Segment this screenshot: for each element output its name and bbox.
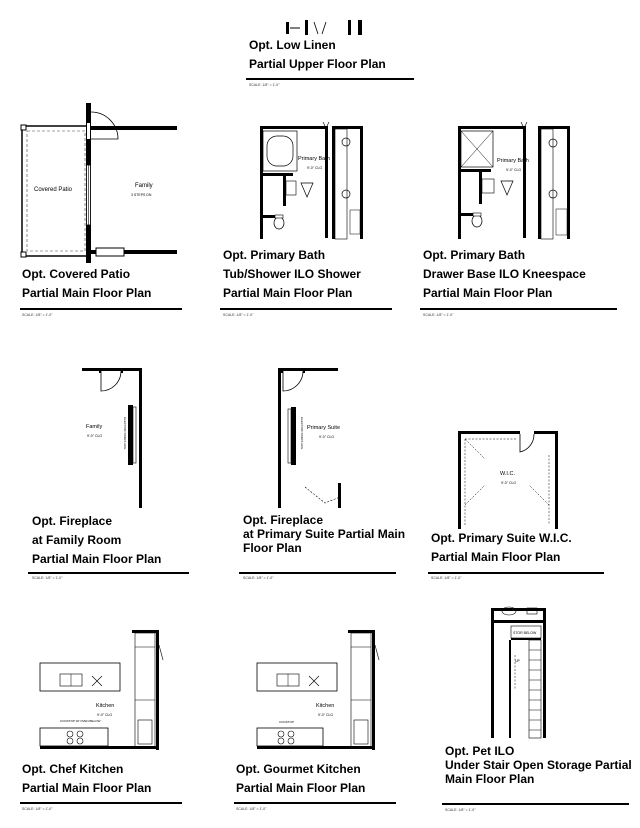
- plan-chef-kitchen: [0, 600, 215, 828]
- plan-pet-ilo: [425, 600, 640, 828]
- room-label: Primary Bath: [298, 156, 330, 162]
- caption-rule: [220, 308, 392, 310]
- caption-line: at Primary Suite Partial Main: [243, 527, 406, 541]
- plan-gourmet-kitchen: [215, 600, 425, 828]
- covered-patio-drawing: [0, 95, 210, 275]
- drawer-base-title: [423, 246, 586, 303]
- caption-line: Partial Main Floor Plan: [22, 781, 152, 795]
- room-label: 9'-0" CLG: [319, 435, 335, 439]
- room-label: Covered Patio: [34, 187, 73, 193]
- scale-note: SCALE: 1/8" = 1'-0": [22, 807, 53, 811]
- caption-rule: [20, 802, 182, 804]
- caption-line: Partial Main Floor Plan: [431, 550, 561, 564]
- caption-rule: [246, 78, 414, 80]
- caption-line: Opt. Fireplace: [243, 513, 324, 527]
- scale-note: SCALE: 1/8" = 1'-0": [223, 313, 254, 317]
- caption-rule: [420, 308, 617, 310]
- scale-note: SCALE: 1/8" = 1'-0": [431, 576, 462, 580]
- covered-patio-title: [22, 265, 151, 303]
- caption-line: Opt. Primary Bath: [223, 248, 326, 262]
- gourmet-kitchen-drawing: [215, 600, 425, 760]
- room-label: 9'-0" CLG: [87, 434, 103, 438]
- room-label: Primary Bath: [497, 158, 529, 164]
- gourmet-kitchen-title: [236, 760, 365, 798]
- room-label: 9'-0" CLG: [501, 481, 517, 485]
- plan-drawer-base: [415, 95, 640, 330]
- scale-note: SCALE: 1/8" = 1'-0": [249, 83, 280, 87]
- caption-line: Opt. Low Linen: [249, 38, 336, 52]
- caption-line: Partial Main Floor Plan: [423, 286, 553, 300]
- caption-line: Partial Main Floor Plan: [236, 781, 366, 795]
- plan-fireplace-suite: [215, 355, 425, 590]
- caption-rule: [428, 572, 604, 574]
- caption-rule: [20, 308, 182, 310]
- room-label: COOKTOP: [279, 720, 294, 724]
- caption-line: Floor Plan: [243, 541, 302, 555]
- caption-line: at Family Room: [32, 533, 122, 547]
- scale-note: SCALE: 1/8" = 1'-0": [22, 313, 53, 317]
- plan-low-linen: [0, 0, 640, 95]
- caption-line: Opt. Primary Suite W.I.C.: [431, 531, 572, 545]
- room-label: ELECTRIC FIREPLACE: [300, 417, 304, 450]
- caption-line: Opt. Covered Patio: [22, 267, 131, 281]
- room-label: COOKTOP W/ OVEN BELOW: [60, 719, 101, 723]
- caption-rule: [239, 572, 396, 574]
- room-label: UP: [515, 659, 520, 663]
- room-label: Kitchen: [316, 703, 335, 709]
- caption-line: Partial Main Floor Plan: [32, 552, 162, 566]
- scale-note: SCALE: 1/8" = 1'-0": [445, 808, 476, 812]
- fireplace-family-drawing: [0, 355, 215, 515]
- room-label: Family: [86, 424, 103, 430]
- room-label: 3 STEPS DN: [131, 193, 152, 197]
- room-label: ELECTRIC FIREPLACE: [123, 417, 127, 450]
- caption-rule: [234, 802, 396, 804]
- plan-covered-patio: [0, 95, 210, 330]
- room-label: STOR BELOW: [513, 631, 537, 635]
- caption-line: Partial Main Floor Plan: [223, 286, 353, 300]
- low-linen-title: [249, 36, 386, 74]
- tub-shower-title: [223, 246, 361, 303]
- room-label: Kitchen: [96, 703, 115, 709]
- plan-suite-wic: [425, 355, 640, 590]
- chef-kitchen-title: [22, 760, 151, 798]
- scale-note: SCALE: 1/8" = 1'-0": [243, 576, 274, 580]
- caption-line: Tub/Shower ILO Shower: [223, 267, 361, 281]
- caption-line: Under Stair Open Storage Partial: [445, 758, 632, 772]
- caption-rule: [28, 572, 189, 574]
- caption-line: Partial Main Floor Plan: [22, 286, 152, 300]
- caption-line: Opt. Chef Kitchen: [22, 762, 124, 776]
- room-label: 9'-0" CLG: [318, 713, 334, 717]
- suite-wic-drawing: [425, 355, 640, 535]
- drawer-base-drawing: [415, 95, 640, 255]
- chef-kitchen-drawing: [0, 600, 215, 760]
- caption-rule: [442, 803, 629, 805]
- plan-tub-shower: [215, 95, 420, 330]
- caption-line: Opt. Pet ILO: [445, 744, 515, 758]
- room-label: 9'-0" CLG: [97, 713, 113, 717]
- pet-ilo-drawing: [425, 600, 640, 745]
- fireplace-family-title: [32, 512, 161, 569]
- scale-note: SCALE: 1/8" = 1'-0": [423, 313, 454, 317]
- room-label: W.I.C.: [500, 471, 515, 477]
- scale-note: SCALE: 1/8" = 1'-0": [236, 807, 267, 811]
- room-label: 9'-0" CLG: [506, 168, 522, 172]
- caption-line: Partial Upper Floor Plan: [249, 57, 386, 71]
- caption-line: Opt. Primary Bath: [423, 248, 526, 262]
- room-label: Primary Suite: [307, 425, 341, 431]
- suite-wic-title: [431, 529, 572, 567]
- fireplace-suite-title: [243, 513, 405, 555]
- room-label: Family: [135, 183, 153, 189]
- plan-fireplace-family: [0, 355, 215, 590]
- caption-line: Opt. Gourmet Kitchen: [236, 762, 361, 776]
- caption-line: Opt. Fireplace: [32, 514, 113, 528]
- fireplace-suite-drawing: [215, 355, 425, 515]
- scale-note: SCALE: 1/8" = 1'-0": [32, 576, 63, 580]
- room-label: 9'-0" CLG: [307, 166, 323, 170]
- caption-line: Main Floor Plan: [445, 772, 535, 786]
- caption-line: Drawer Base ILO Kneespace: [423, 267, 586, 281]
- tub-shower-drawing: [215, 95, 420, 255]
- pet-ilo-title: [445, 744, 632, 786]
